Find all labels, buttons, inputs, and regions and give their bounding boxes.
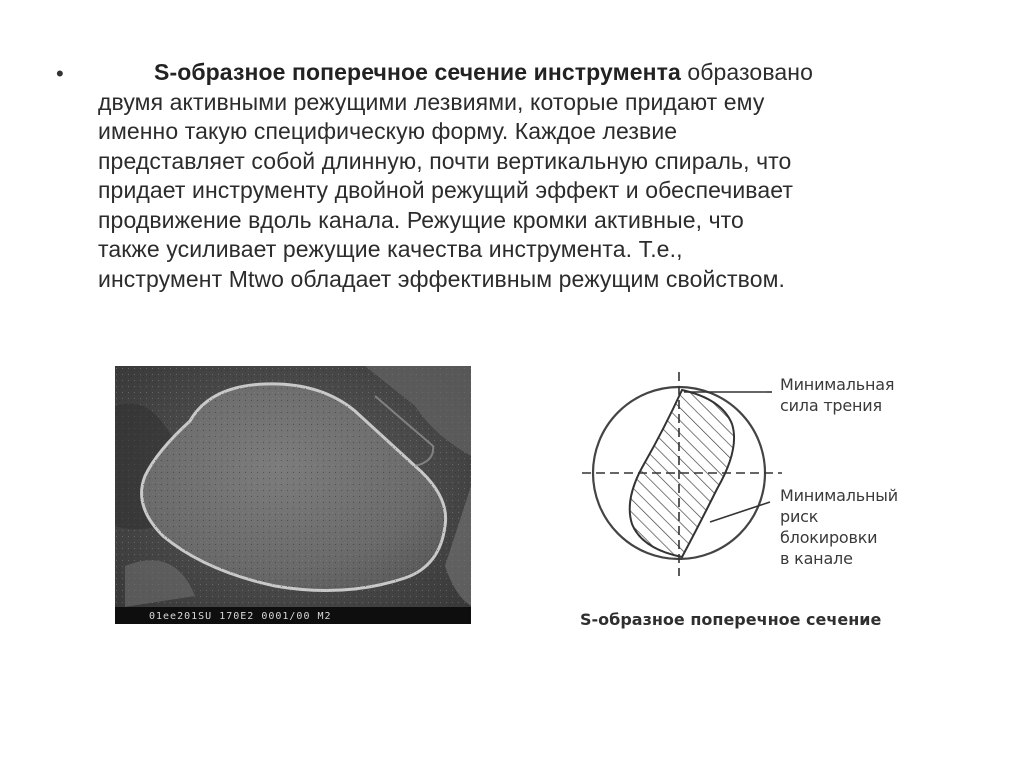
cross-section-diagram bbox=[572, 364, 952, 634]
paragraph-line-6: продвижение вдоль канала. Режущие кромки активные, что bbox=[98, 206, 744, 233]
leader-line-bottom bbox=[710, 502, 770, 522]
bullet-dot: • bbox=[56, 61, 64, 86]
lead-rest: образовано bbox=[680, 59, 813, 85]
paragraph-line-7: также усиливает режущие качества инструмента. Т.е., bbox=[98, 236, 683, 262]
label-min-friction: Минимальная сила трения bbox=[780, 375, 895, 415]
paragraph-text bbox=[98, 58, 956, 294]
paragraph-line-3: именно такую специфическую форму. Каждое лезвие bbox=[98, 118, 678, 144]
paragraph-line-4: представляет собой длинную, почти вертикальную спираль, что bbox=[98, 147, 792, 174]
paragraph-line-8: инструмент Mtwo обладает эффективным режущим свойством. bbox=[98, 265, 785, 292]
label-min-blocking-risk: Минимальный риск блокировки в канале bbox=[780, 486, 898, 568]
sem-photo-image bbox=[115, 366, 471, 624]
paragraph-line-1 bbox=[98, 58, 956, 88]
paragraph-line-2: двумя активными режущими лезвиями, которые придают ему bbox=[98, 88, 765, 115]
diagram-caption: S-образное поперечное сечение bbox=[580, 610, 882, 629]
sem-photo bbox=[115, 366, 471, 624]
photo-scale-text: 01ee201SU 170E2 0001/00 M2 bbox=[149, 611, 332, 622]
bold-lead: S-образное поперечное сечение инструмента bbox=[154, 59, 681, 85]
paragraph-line-5: придает инструменту двойной режущий эффект и обеспечивает bbox=[98, 177, 794, 203]
